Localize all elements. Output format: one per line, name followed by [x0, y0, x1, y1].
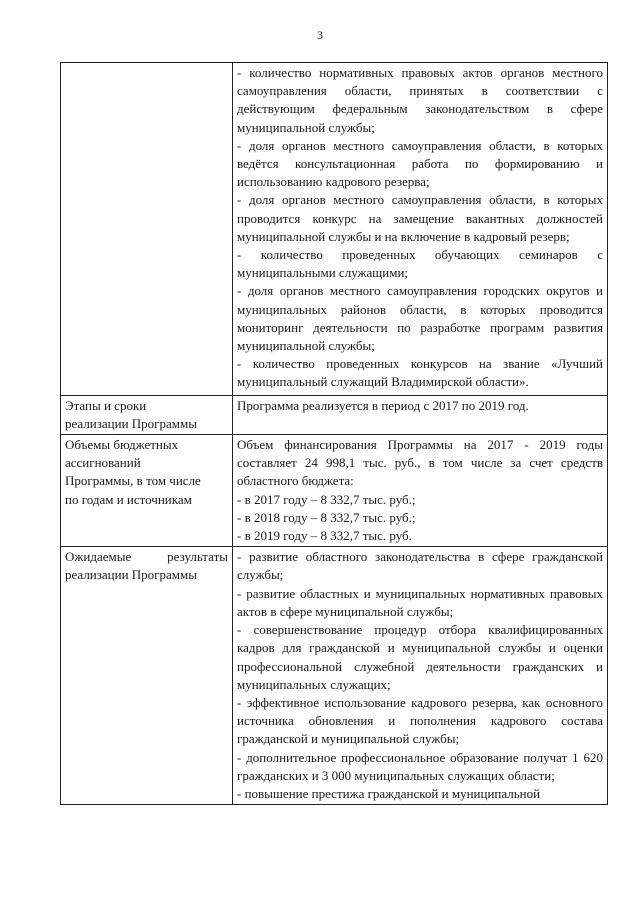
- program-passport-table: [60, 62, 608, 805]
- table-row-indicators: [61, 63, 608, 396]
- result-item: - совершенствование процедур отбора квалифицированных кадров для гражданской и муниципальной службы и оценки профессиональной служебной деятельности гражданских и муниципальных служащих;: [237, 622, 603, 692]
- result-item: - повышение престижа гражданской и муниципальной: [237, 785, 541, 801]
- funding-year-item: - в 2019 году – 8 332,7 тыс. руб.: [237, 528, 412, 544]
- funding-year-item: - в 2018 году – 8 332,7 тыс. руб.;: [237, 509, 416, 525]
- indicator-item: - доля органов местного самоуправления городских округов и муниципальных районов области, в которых проводится мониторинг деятельности по разработке программ развития муниципальной службы;: [237, 283, 603, 354]
- indicator-item: - количество нормативных правовых актов органов местного самоуправления области, принятых в соответствии с действующим федеральным законодательством в сфере муниципальной службы;: [237, 65, 603, 135]
- indicator-item: - количество проведенных обучающих семинаров с муниципальными служащими;: [237, 247, 603, 281]
- result-item: - эффективное использование кадрового резерва, как основного источника обновления и пополнения кадрового состава гражданской и муниципальной службы;: [237, 694, 603, 747]
- table-row-funding: [61, 435, 608, 547]
- results-label-line: реализации Программы: [65, 567, 197, 583]
- indicators-content-cell: [233, 63, 608, 396]
- funding-content-cell: [233, 435, 608, 547]
- funding-label-line: по годам и источникам: [65, 491, 192, 507]
- page-number: 3: [317, 28, 323, 42]
- funding-label-line: Программы, в том числе: [65, 473, 201, 489]
- indicator-item: - доля органов местного самоуправления области, в которых проводится конкурс на замещение вакантных должностей муниципальной службы и на включение в кадровый резерв;: [237, 192, 603, 244]
- stages-label-cell: [61, 395, 233, 434]
- table-row-stages: [61, 395, 608, 434]
- stages-label-line: реализации Программы: [65, 415, 197, 431]
- indicators-label-cell: [61, 63, 233, 396]
- stages-label-line: Этапы и сроки: [65, 397, 147, 413]
- indicator-item: - доля органов местного самоуправления области, в которых ведётся консультационная работа по формированию и использованию кадрового резерва;: [237, 137, 603, 190]
- table-row-results: [61, 547, 608, 805]
- funding-label-cell: [61, 435, 233, 547]
- results-content-cell: [233, 547, 608, 805]
- funding-label-line: ассигнований: [65, 455, 141, 471]
- stages-text: Программа реализуется в период с 2017 по 2019 год.: [237, 397, 529, 413]
- funding-year-item: - в 2017 году – 8 332,7 тыс. руб.;: [237, 491, 416, 507]
- results-label-cell: [61, 547, 233, 805]
- funding-label-line: Объемы бюджетных: [65, 437, 179, 453]
- funding-intro: Объем финансирования Программы на 2017 - 2019 годы составляет 24 998,1 тыс. руб., в том числе за счет средств областного бюджета:: [237, 437, 603, 489]
- results-label-line: Ожидаемые результаты: [65, 549, 228, 565]
- result-item: - дополнительное профессиональное образование получат 1 620 гражданских и 3 000 муниципальных служащих области;: [237, 749, 603, 783]
- result-item: - развитие областного законодательства в сфере гражданской службы;: [237, 549, 603, 583]
- indicator-item: - количество проведенных конкурсов на звание «Лучший муниципальный служащий Владимирской области».: [237, 356, 603, 390]
- result-item: - развитие областных и муниципальных нормативных правовых актов в сфере муниципальной службы;: [237, 585, 603, 619]
- stages-content-cell: [233, 395, 608, 434]
